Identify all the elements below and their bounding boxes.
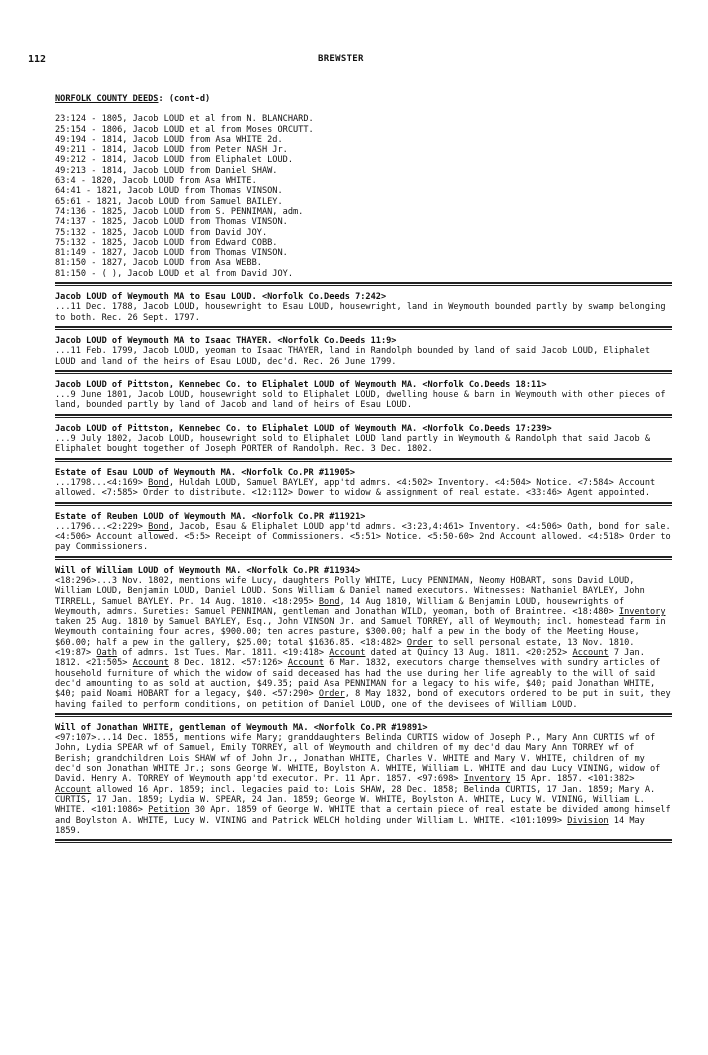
deed-list-item: 81:150 - ( ), Jacob LOUD et al from David JOY. [55,268,293,279]
record-body: , 8 May 1832, bond of executors ordered to be put in suit, they having failed to perform conditions, on petition of Daniel LOUD, one of the devisees of William LOUD. [55,689,671,710]
section-divider [55,414,672,418]
running-title: BREWSTER [318,54,364,64]
section-divider [55,458,672,462]
record-text [55,336,672,367]
deed-list-item: 75:132 - 1825, Jacob LOUD from David JOY. [55,227,268,238]
deed-list-item: 75:132 - 1825, Jacob LOUD from Edward COBB. [55,237,278,248]
record-title: Will of William LOUD of Weymouth MA. <Norfolk Co.PR #11934> [55,565,361,576]
record-body: 30 Apr. 1859 of George W. WHITE that a certain piece of real estate be divided among himself and Boylston A. WHITE, Lucy W. VINING and Patrick WELCH holding under William L. WHITE. <101:1099> [55,805,671,826]
record-term: Petition [148,805,190,816]
record-text [55,468,672,499]
page-number: 112 [28,54,47,65]
record-body: ...11 Dec. 1788, Jacob LOUD, housewright to Esau LOUD, housewright, land in Weymouth bounded partly by swamp belonging to both. Rec. 26 Sept. 1797. [55,302,666,323]
record-text [55,566,672,710]
record-entry [55,723,672,836]
section-heading [55,94,672,104]
record-term: Account [329,648,366,659]
deed-list-item: 49:211 - 1814, Jacob LOUD from Peter NASH Jr. [55,145,288,156]
deed-list-item: 81:149 - 1827, Jacob LOUD from Thomas VINSON. [55,248,288,259]
section-heading-label: NORFOLK COUNTY DEEDS [55,94,159,104]
record-term: Oath [96,648,118,659]
deed-list-item: 63:4 - 1820, Jacob LOUD from Asa WHITE. [55,176,257,187]
record-entry [55,380,672,411]
record-title: Will of Jonathan WHITE, gentleman of Weymouth MA. <Norfolk Co.PR #19891> [55,722,428,733]
record-term: Account [55,784,92,795]
record-text [55,380,672,411]
section-divider [55,282,672,286]
record-entry [55,292,672,323]
record-body: ...1798...<4:169> [55,477,149,488]
record-body: allowed 16 Apr. 1859; incl. legacies paid to: Lois SHAW, 28 Dec. 1858; Belinda CURTIS, 17 Jan. 1859; Mary A. CURTIS, 17 Jan. 1859; Lydia W. SPEAR, 24 Jan. 1859; George W. WHITE, Boylston A. WHITE, Lucy W. VINING, William L. WHITE. <101:1086> [55,784,656,816]
record-title: Jacob LOUD of Weymouth MA to Esau LOUD. <Norfolk Co.Deeds 7:242> [55,292,387,303]
section-divider [55,370,672,374]
record-entry [55,336,672,367]
record-title: Estate of Esau LOUD of Weymouth MA. <Norfolk Co.PR #11905> [55,467,356,478]
record-body: ...9 July 1802, Jacob LOUD, housewright sold to Eliphalet LOUD land partly in Weymouth & Randolph that said Jacob & Eliphalet bought together of Joseph PORTER of Randolph. Rec. 3 Dec. 1802. [55,434,650,455]
record-body: 14 May 1859. [55,815,645,836]
record-text [55,512,672,553]
record-body: ...1796...<2:229> [55,521,149,532]
record-term: Bond [318,596,340,607]
deed-list-item: 23:124 - 1805, Jacob LOUD et al from N. BLANCHARD. [55,114,314,125]
deed-list-item: 65:61 - 1821, Jacob LOUD from Samuel BAILEY. [55,196,283,207]
deed-list-item: 64:41 - 1821, Jacob LOUD from Thomas VINSON. [55,186,283,197]
record-term: Bond [148,521,169,532]
record-title: Jacob LOUD of Pittston, Kennebec Co. to Eliphalet LOUD of Weymouth MA. <Norfolk Co.Deeds 17:239> [55,423,552,434]
record-text [55,292,672,323]
record-body: taken 25 Aug. 1810 by Samuel BAYLEY, Esq., John VINSON Jr. and Samuel TORREY, all of Weymouth; incl. homestead farm in Weymouth containing four acres, $900.00; ten acres pasture, $300.00; half a pew in the body of the Meeting House, $60.00; half a pew in the gallery, $25.00; total $1636.85. <18:482> [55,617,666,648]
section-divider [55,326,672,330]
deed-list-item: 49:212 - 1814, Jacob LOUD from Eliphalet LOUD. [55,155,293,166]
record-body: , 14 Aug 1810, William & Benjamin LOUD, housewrights of Weymouth, admrs. Sureties: Samuel PENNIMAN, gentleman and Jonathan WILD, yeoman, both of Braintree. <18:480> [55,596,625,617]
record-title: Estate of Reuben LOUD of Weymouth MA. <Norfolk Co.PR #11921> [55,511,366,522]
record-entry [55,566,672,710]
deed-list-item: 49:194 - 1814, Jacob LOUD from Asa WHITE 2d. [55,134,283,145]
section-divider [55,502,672,506]
record-entry [55,468,672,499]
deed-list [55,114,672,279]
record-body: <18:296>...3 Nov. 1802, mentions wife Lucy, daughters Polly WHITE, Lucy PENNIMAN, Neomy HOBART, sons David LOUD, William LOUD, Benjamin LOUD, Daniel LOUD. Sons William & Daniel named executors. Witnesses: Nathaniel BAYLEY, John TIRRELL, Samuel BAYLEY. Pr. 14 Aug. 1810. <18:295> [55,575,645,607]
record-term: Account [132,658,169,669]
record-body: 8 Dec. 1812. <57:126> [168,658,288,669]
record-term: Account [572,648,609,659]
record-text [55,424,672,455]
record-body: , Huldah LOUD, Samuel BAYLEY, app'td admrs. <4:502> Inventory. <4:504> Notice. <7:584> Account allowed. <7:585> Order to distribute. <12:112> Dower to widow & assignment of real estate. <33:46> Agent appointed. [55,477,656,499]
record-entries [55,282,672,843]
deed-list-item: 81:150 - 1827, Jacob LOUD from Asa WEBB. [55,258,262,269]
record-term: Order [406,637,433,648]
deed-list-item: 74:137 - 1825, Jacob LOUD from Thomas VINSON. [55,217,288,228]
section-divider [55,839,672,843]
record-body: to sell personal estate, 13 Nov. 1810. <19:87> [55,637,635,659]
record-body: 15 Apr. 1857. <101:382> [510,774,635,785]
record-title: Jacob LOUD of Weymouth MA to Isaac THAYER. <Norfolk Co.Deeds 11:9> [55,335,397,346]
record-body: <97:107>...14 Dec. 1855, mentions wife Mary; granddaughters Belinda CURTIS widow of Joseph P., Mary Ann CURTIS wf of John, Lydia SPEAR wf of Samuel, Emily TORREY, all of Weymouth and children of my dec'd dau Mary Ann TORREY wf of Berish; grandchildren Lois SHAW wf of John Jr., Jonathan WHITE, Charles V. WHITE and Mary V. WHITE, children of my dec'd son Jonathan WHITE Jr.; sons George W. WHITE, Boylston A. WHITE, William L. WHITE and dau Lucy VINING, widow of David. Henry A. TORREY of Weymouth app'td executor. Pr. 11 Apr. 1857. <97:698> [55,733,661,785]
record-text [55,723,672,836]
record-entry [55,512,672,553]
record-term: Division [567,815,609,826]
deed-list-item: 25:154 - 1806, Jacob LOUD et al from Moses ORCUTT. [55,124,314,135]
record-body: ...9 June 1801, Jacob LOUD, housewright sold to Eliphalet LOUD, dwelling house & barn in Weymouth with other pieces of land, bounded partly by land of Jacob and land of heirs of Esau LOUD. [55,390,666,411]
record-body: ...11 Feb. 1799, Jacob LOUD, yeoman to Isaac THAYER, land in Randolph bounded by land of said Jacob LOUD, Eliphalet LOUD and land of the heirs of Esau LOUD, dec'd. Rec. 26 June 1799. [55,346,650,367]
deed-list-item: 74:136 - 1825, Jacob LOUD from S. PENNIMAN, adm. [55,206,304,217]
record-term: Bond [148,477,169,488]
page-content [55,94,672,849]
record-body: of admrs. 1st Tues. Mar. 1811. <19:418> [117,648,330,659]
record-term: Inventory [618,606,666,617]
deed-list-item: 49:213 - 1814, Jacob LOUD from Daniel SHAW. [55,165,278,176]
record-body: 7 Jan. 1812. <21:505> [55,648,645,669]
record-entry [55,424,672,455]
record-term: Order [318,689,345,700]
section-divider [55,713,672,717]
section-heading-suffix: : (cont-d) [158,94,211,104]
record-title: Jacob LOUD of Pittston, Kennebec Co. to Eliphalet LOUD of Weymouth MA. <Norfolk Co.Deeds 18:11> [55,379,547,390]
record-term: Account [287,658,325,669]
record-body: dated at Quincy 13 Aug. 1811. <20:252> [365,648,573,659]
section-divider [55,556,672,560]
record-body: , Jacob, Esau & Eliphalet LOUD app'td admrs. <3:23,4:461> Inventory. <4:506> Oath, bond for sale. <4:506> Account allowed. <5:5> Receipt of Commissioners. <5:51> Notice. <5:50-60> 2nd Account allowed. <4:518> Order to pay Commissioners. [55,521,671,553]
record-body: 6 Mar. 1832, executors charge themselves with sundry articles of household furniture of which the widow of said deceased has had the use during her life agreably to the will of said dec'd amounting to as sold at auction, $49.35; paid Asa PENNIMAN for a legacy to his wife, $40; paid Jonathan WHITE, $40; paid Noami HOBART for a legacy, $40. <57:290> [55,658,661,700]
record-term: Inventory [463,774,511,785]
